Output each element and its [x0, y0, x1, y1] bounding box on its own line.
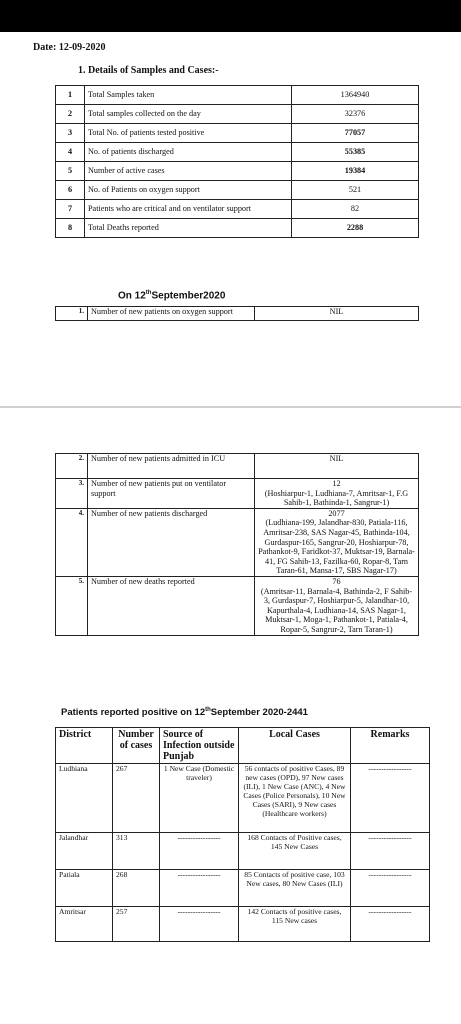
district-cases-table	[55, 727, 430, 942]
table-row	[56, 833, 430, 870]
district-source: -----------------	[160, 907, 239, 942]
header-number-of-cases: Number of cases	[113, 728, 160, 764]
oxygen-support-table	[55, 306, 419, 321]
header-local-cases: Local Cases	[239, 728, 351, 764]
table-row	[56, 86, 419, 105]
row-number: 7	[56, 200, 85, 219]
row-label: Number of active cases	[85, 162, 292, 181]
table-row	[56, 162, 419, 181]
district-local-cases: 85 Contacts of positive case, 103 New cases, 80 New Cases (ILI)	[239, 870, 351, 907]
table-row	[56, 907, 430, 942]
row-label: Number of new patients admitted in ICU	[88, 454, 255, 479]
document-page-1	[0, 32, 461, 406]
district-source: -----------------	[160, 833, 239, 870]
row-label: Patients who are critical and on ventilator support	[85, 200, 292, 219]
district-name: Ludhiana	[56, 764, 113, 833]
row-label: Number of new deaths reported	[88, 576, 255, 635]
district-name: Patiala	[56, 870, 113, 907]
section-title-samples: 1. Details of Samples and Cases:-	[78, 65, 219, 76]
table-row	[56, 479, 419, 509]
district-name: Amritsar	[56, 907, 113, 942]
district-remarks: -----------------	[351, 870, 430, 907]
row-label: Total Samples taken	[85, 86, 292, 105]
row-value: 1364940	[292, 86, 419, 105]
district-local-cases: 168 Contacts of Positive cases, 145 New Cases	[239, 833, 351, 870]
district-case-count: 267	[113, 764, 160, 833]
header-source: Source of Infection outside Punjab	[160, 728, 239, 764]
district-remarks: -----------------	[351, 764, 430, 833]
row-count: 2077	[328, 508, 345, 518]
table-header-row	[56, 728, 430, 764]
district-source: 1 New Case (Domestic traveler)	[160, 764, 239, 833]
row-label: Total samples collected on the day	[85, 105, 292, 124]
row-number: 4.	[56, 508, 88, 576]
row-value	[255, 454, 419, 479]
district-case-count: 268	[113, 870, 160, 907]
district-local-cases: 142 Contacts of positive cases, 115 New cases	[239, 907, 351, 942]
district-remarks: -----------------	[351, 907, 430, 942]
row-number: 2	[56, 105, 85, 124]
row-value: NIL	[255, 307, 419, 321]
district-remarks: -----------------	[351, 833, 430, 870]
table-row	[56, 307, 419, 321]
daily-updates-table	[55, 453, 419, 636]
header-remarks: Remarks	[351, 728, 430, 764]
row-number: 1	[56, 86, 85, 105]
row-detail: (Amritsar-11, Barnala-4, Bathinda-2, F Sahib-3, Gurdaspur-7, Hoshiarpur-5, Jalandhar-10, Kapurthala-4, Ludhiana-14, SAS Nagar-1, Muktsar-1, Moga-1, Pathankot-1, Patiala-4, Ropar-5, Sangrur-2, Tarn Taran-1)	[260, 586, 413, 634]
row-value	[255, 508, 419, 576]
table-row	[56, 870, 430, 907]
row-number: 8	[56, 219, 85, 238]
row-label: Total No. of patients tested positive	[85, 124, 292, 143]
district-case-count: 257	[113, 907, 160, 942]
row-value: 521	[292, 181, 419, 200]
row-number: 3.	[56, 479, 88, 509]
row-value: 19384	[292, 162, 419, 181]
row-detail: (Ludhiana-199, Jalandhar-830, Patiala-116, Amritsar-238, SAS Nagar-45, Bathinda-104, Gurdaspur-165, Sangrur-20, Hoshiarpur-78, Pathankot-9, Faridkot-37, Muktsar-19, Barnala-41, FG Sahib-13, Fazilka-60, Ropar-8, Tarn Taran-61, Mansa-17, SBS Nagar-17)	[258, 518, 415, 576]
row-label: No. of patients discharged	[85, 143, 292, 162]
document-page-2	[0, 408, 461, 1024]
district-source: -----------------	[160, 870, 239, 907]
row-label: Total Deaths reported	[85, 219, 292, 238]
samples-cases-table	[55, 85, 419, 238]
row-label: No. of Patients on oxygen support	[85, 181, 292, 200]
row-detail: (Hoshiarpur-1, Ludhiana-7, Amritsar-1, F.G Sahib-1, Bathinda-1, Sangrur-1)	[264, 488, 409, 508]
row-label: Number of new patients discharged	[88, 508, 255, 576]
table-row	[56, 105, 419, 124]
table-row	[56, 181, 419, 200]
row-number: 2.	[56, 454, 88, 479]
table-row	[56, 124, 419, 143]
row-number: 3	[56, 124, 85, 143]
table-row	[56, 200, 419, 219]
district-name: Jalandhar	[56, 833, 113, 870]
table-row	[56, 764, 430, 833]
row-count: 12	[332, 479, 341, 488]
row-number: 4	[56, 143, 85, 162]
row-count: NIL	[329, 454, 344, 463]
row-value: 77057	[292, 124, 419, 143]
district-case-count: 313	[113, 833, 160, 870]
district-local-cases: 56 contacts of positive Cases, 89 new cases (OPD), 97 New cases (ILI), 1 New Case (ANC), 4 New Cases (Police Personals), 10 New Cases (SARI), 9 New cases (Healthcare workers)	[239, 764, 351, 833]
table-row	[56, 508, 419, 576]
status-bar	[0, 0, 461, 32]
row-number: 1.	[56, 307, 88, 321]
row-number: 5	[56, 162, 85, 181]
row-value	[255, 576, 419, 635]
header-district: District	[56, 728, 113, 764]
table-row	[56, 143, 419, 162]
table-row	[56, 454, 419, 479]
row-value: 32376	[292, 105, 419, 124]
on-date-heading: On 12thSeptember2020	[118, 290, 226, 302]
table-row	[56, 576, 419, 635]
row-number: 6	[56, 181, 85, 200]
table-row	[56, 219, 419, 238]
row-count: 76	[332, 576, 341, 586]
positive-cases-heading: Patients reported positive on 12thSeptember 2020-2441	[61, 707, 308, 719]
row-label: Number of new patients put on ventilator support	[88, 479, 255, 509]
row-value: 55385	[292, 143, 419, 162]
row-value: 82	[292, 200, 419, 219]
row-value	[255, 479, 419, 509]
row-value: 2288	[292, 219, 419, 238]
row-number: 5.	[56, 576, 88, 635]
report-date: Date: 12-09-2020	[33, 42, 106, 53]
row-label: Number of new patients on oxygen support	[88, 307, 255, 321]
